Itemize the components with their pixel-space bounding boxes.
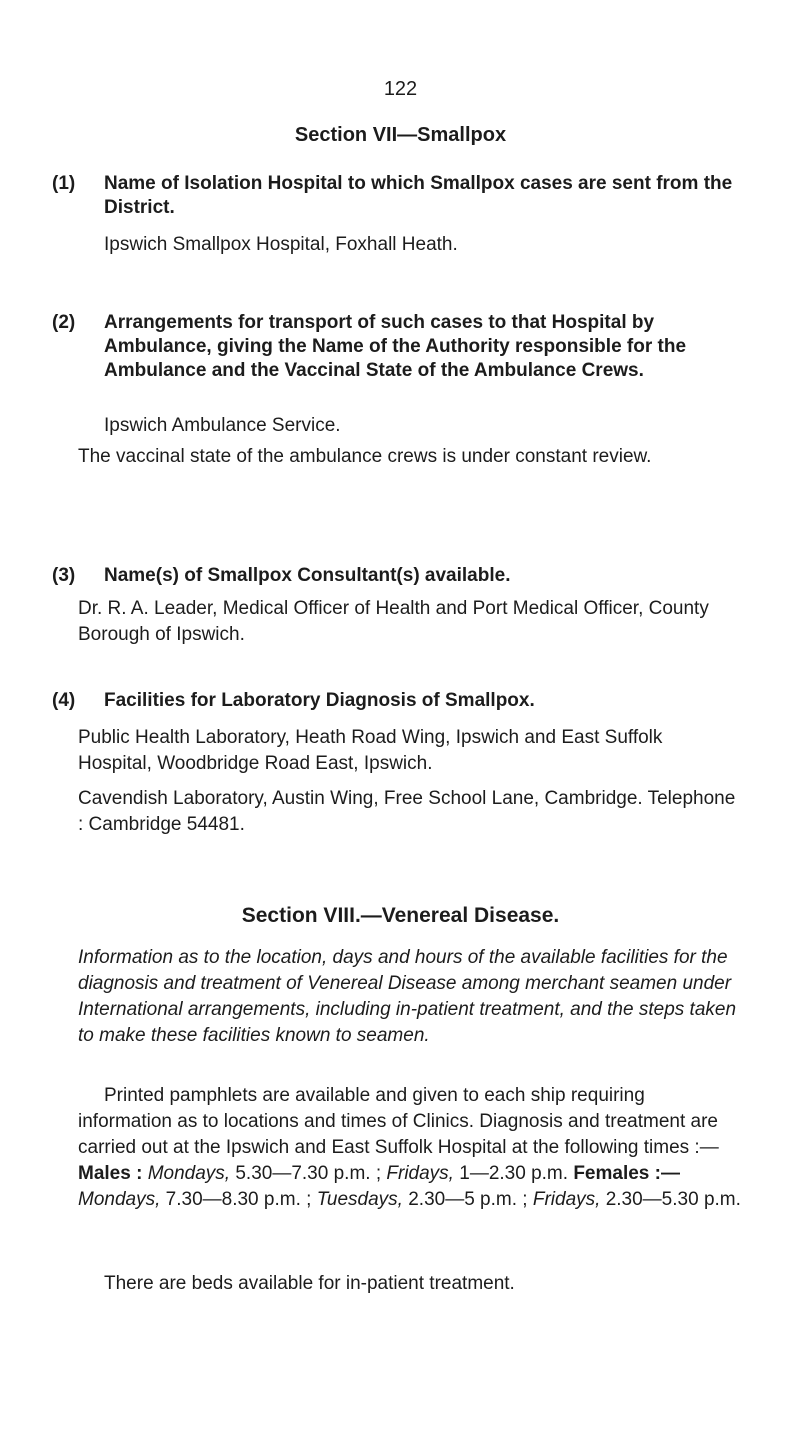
item-3-heading-text: Name(s) of Smallpox Consultant(s) available. [104,565,511,586]
males-label: Males : [78,1163,143,1184]
item-4-para-2 [78,786,738,838]
item-1-number: (1) [52,173,76,194]
females-days-3: Fridays, [532,1189,601,1210]
females-time-2: 2.30—5 p.m. ; [408,1189,528,1210]
section-8-title: Section VIII.—Venereal Disease. [241,904,560,927]
page-number: 122 [383,78,418,100]
item-3-heading [52,564,748,588]
females-days-2: Tuesdays, [316,1189,403,1210]
item-1-para-1-text: Ipswich Smallpox Hospital, Foxhall Heath. [104,234,458,255]
males-time-2: 1—2.30 p.m. [459,1163,569,1184]
section-8-intro: Information as to the location, days and hours of the available facilities for the diagnosis and treatment of Venereal Disease among merchant seamen under International arrangements, including in-patient treatment, and the steps taken to make these facilities known to seamen. [78,947,737,1046]
section-8-para-1-text: Printed pamphlets are available and given to each ship requiring information as to locations and times of Clinics. Diagnosis and treatment are carried out at the Ipswich and East Suffolk Hospital at the following times :— [78,1085,719,1158]
item-2-para-2-text: The vaccinal state of the ambulance crews is under constant review. [78,446,652,467]
item-3-number: (3) [52,565,76,586]
item-4-number: (4) [52,690,76,711]
section-8-para-1 [78,1083,744,1213]
item-4-para-1-text: Public Health Laboratory, Heath Road Wing, Ipswich and East Suffolk Hospital, Woodbridge Road East, Ipswich. [78,727,663,774]
item-4-para-1 [78,725,738,777]
item-2-para-1-text: Ipswich Ambulance Service. [104,415,341,436]
section-8-para-2: There are beds available for in-patient treatment. [104,1273,515,1294]
item-2-para-1 [78,413,738,439]
item-3-para-1 [78,596,738,648]
item-2-para-2 [78,444,738,470]
item-1-heading [52,172,748,220]
item-1-para-1 [78,232,738,258]
males-days-1: Mondays, [147,1163,231,1184]
males-time-1: 5.30—7.30 p.m. ; [235,1163,382,1184]
item-4-heading [52,689,748,713]
males-days-2: Fridays, [386,1163,454,1184]
item-2-number: (2) [52,312,76,333]
item-1-heading-text: Name of Isolation Hospital to which Smallpox cases are sent from the District. [104,173,733,218]
item-2-heading [52,311,748,383]
item-3-para-1-text: Dr. R. A. Leader, Medical Officer of Health and Port Medical Officer, County Borough of Ipswich. [78,598,709,645]
females-days-1: Mondays, [78,1189,161,1210]
item-2-heading-text: Arrangements for transport of such cases to that Hospital by Ambulance, giving the Name of the Authority responsible for the Ambulance and the Vaccinal State of the Ambulance Crews. [104,312,687,381]
females-time-3: 2.30—5.30 p.m. [605,1189,741,1210]
item-4-para-2-text: Cavendish Laboratory, Austin Wing, Free School Lane, Cambridge. Telephone : Cambridge 54481. [78,788,736,835]
section-7-title: Section VII—Smallpox [294,124,507,146]
females-time-1: 7.30—8.30 p.m. ; [165,1189,312,1210]
females-label: Females :— [573,1163,680,1184]
item-4-heading-text: Facilities for Laboratory Diagnosis of Smallpox. [104,690,535,711]
